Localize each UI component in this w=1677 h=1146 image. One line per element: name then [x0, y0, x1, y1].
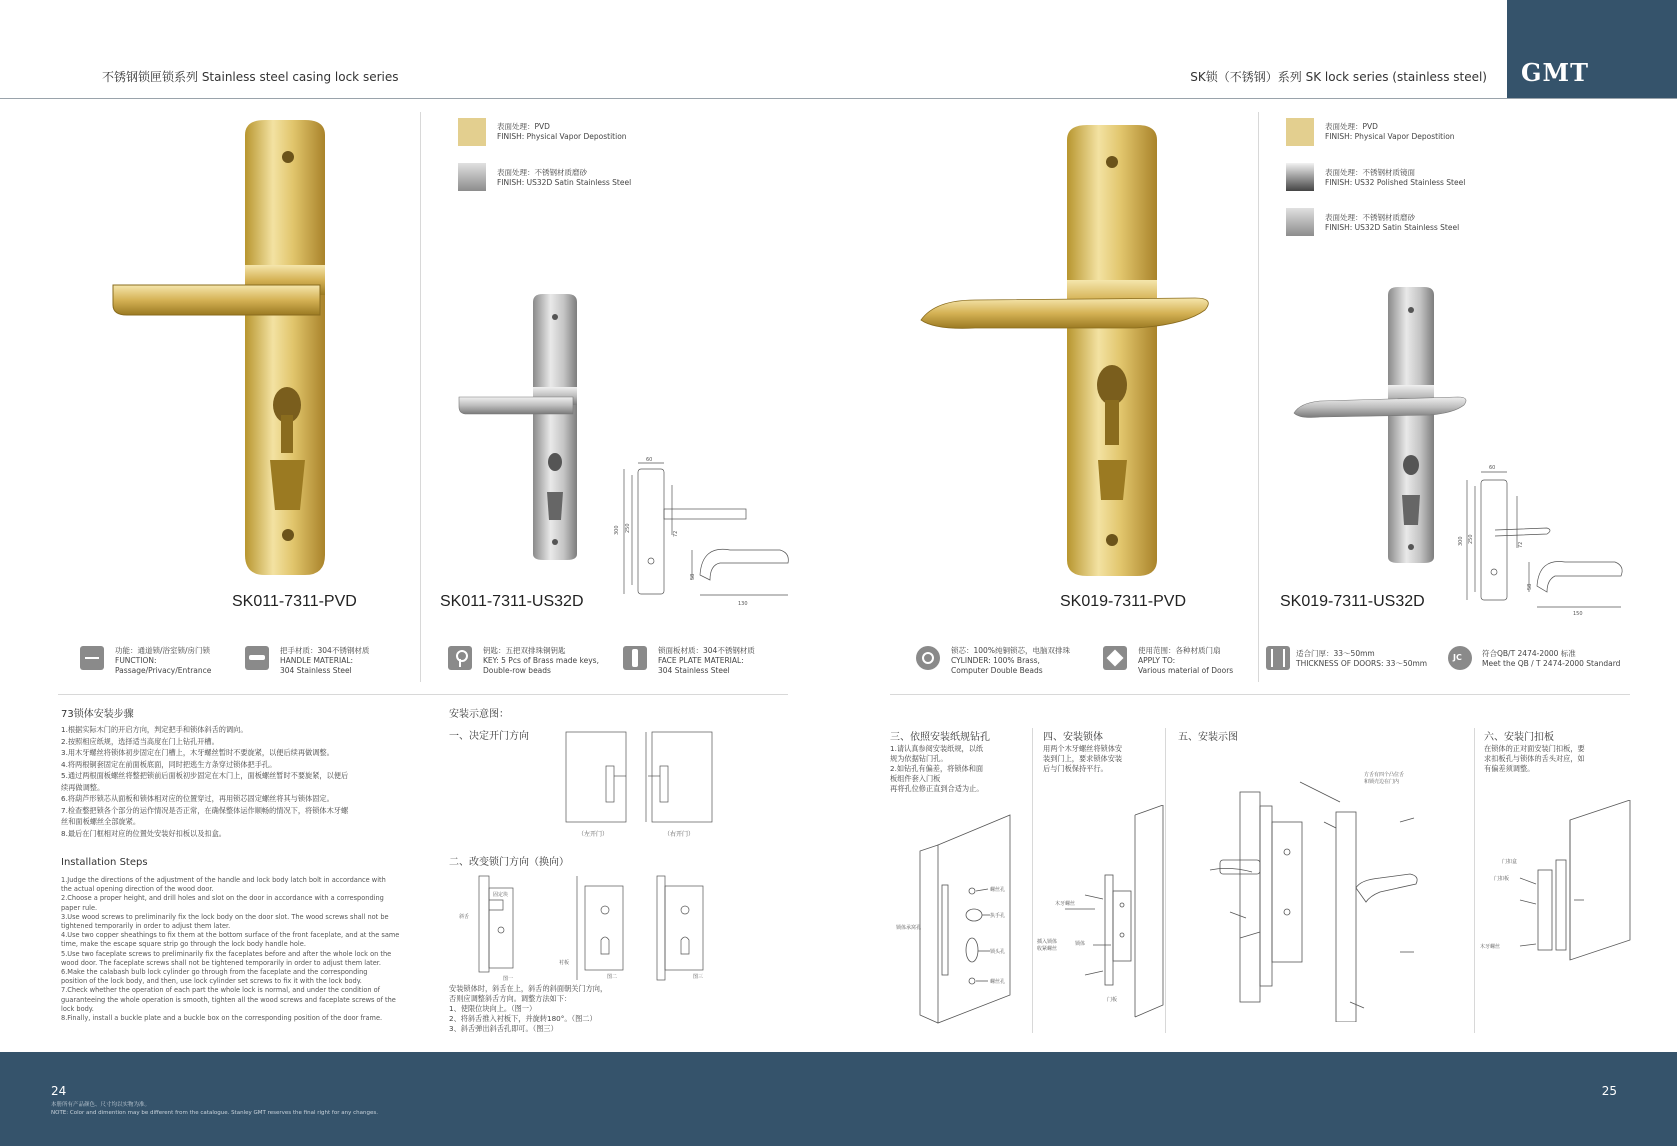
note-line: 否则应调整斜舌方向。调整方法如下： [449, 994, 572, 1003]
diagram-step1-title: 一、决定开门方向 [449, 731, 529, 742]
door-direction-diagram [560, 728, 720, 838]
diagram-label: 锁体 [1075, 941, 1086, 947]
diagram-label: 插入锁体 [1037, 939, 1058, 945]
finish-cn: 表面处理：不锈钢材质磨砂 [1325, 213, 1415, 222]
thickness-icon [1266, 646, 1290, 670]
footer-note-en: NOTE: Color and dimention may be different from the catalogue. Stanley GMT reserves the final right for any changes. [51, 1109, 378, 1116]
spec-en: Double-row beads [483, 666, 551, 675]
spec-en: FUNCTION: [115, 656, 157, 665]
step-line: position of the lock body, and then, use lock cylinder set screws to fix it with the lock body. [61, 977, 362, 986]
exploded-assembly-diagram [1200, 762, 1470, 1022]
diagram-step2-title: 二、改变锁门方向（换向） [449, 857, 569, 868]
fig-label: 斜舌 [459, 914, 470, 920]
faceplate-icon [623, 646, 647, 670]
step-line: 求扣板孔与锁体的舌头对应，如 [1484, 754, 1585, 763]
diagram-title: 安装示意图： [449, 709, 509, 720]
spec-cn: 使用范围：各种材质门扇 [1138, 646, 1221, 655]
note-line: 1、使限位块向上。（图一） [449, 1004, 537, 1013]
column-divider [1258, 112, 1259, 682]
header-divider [0, 98, 1677, 99]
finish-en: FINISH: Physical Vapor Depostition [1325, 132, 1455, 141]
step-line: 2.如钻孔有偏差，将锁体和面 [890, 764, 984, 773]
install-steps-title-en: Installation Steps [61, 857, 148, 868]
step-line: 装到门上，要求锁体安装 [1043, 754, 1123, 763]
handle-icon [245, 646, 269, 670]
finish-cn: 表面处理：不锈钢材质磨砂 [497, 168, 587, 177]
dim-h1: 300 [614, 525, 620, 535]
standard-icon: JC [1448, 646, 1472, 670]
note-line: 2、将斜舌推入衬板下，并旋转180°。（图二） [449, 1014, 597, 1023]
footer-note [51, 1102, 378, 1117]
right-page-title: SK锁（不锈钢）系列 SK lock series (stainless steel) [1190, 70, 1487, 84]
step-divider [1474, 728, 1475, 1033]
diagram-label: 螺丝孔 [990, 979, 1006, 985]
spec-en: 304 Stainless Steel [280, 666, 352, 675]
spec-cn: 把手材质：304不锈钢材质 [280, 646, 370, 655]
fig-label: 图三 [693, 974, 704, 980]
technical-drawing-sk019 [1455, 460, 1635, 615]
step-line: 3.用木牙螺丝将锁体初步固定在门槽上，木牙螺丝暂时不要旋紧，以便后续再做调整。 [61, 748, 334, 757]
finish-swatch-us32 [1286, 163, 1314, 191]
lock-image-sk011-pvd [105, 115, 365, 580]
diagram-label: 门扣板 [1494, 876, 1510, 882]
door-icon [1103, 646, 1127, 670]
column-divider [420, 112, 421, 682]
finish-swatch-us32d [458, 163, 486, 191]
step-line: 4.Use two copper sheathings to fix them at the bottom surface of the front faceplate, and at the same [61, 931, 400, 940]
footer-bar [0, 1052, 1677, 1146]
spec-cn: 锁面板材质：304不锈钢材质 [658, 646, 755, 655]
finish-label [1325, 168, 1465, 188]
fig-label: 固定块 [493, 892, 509, 898]
note-line: 3、斜舌弹出斜舌孔即可。（图三） [449, 1024, 558, 1033]
diagram-label: 和锁壳边在门内 [1364, 779, 1400, 785]
step-divider [1165, 728, 1166, 1033]
left-open-label: （左开门） [578, 831, 609, 838]
dim-width: 60 [646, 457, 653, 463]
step3-text [890, 744, 983, 794]
step-line: 7.检查整把锁各个部分的运作情况是否正常，在确保整体运作顺畅的情况下，将锁体木牙螺 [61, 805, 349, 815]
step-line: paper rule. [61, 903, 98, 912]
step-line: 6.Make the calabash bulb lock cylinder go through from the faceplate and the corresponding [61, 968, 368, 977]
step-line: 丝和面板螺丝全部旋紧。 [61, 817, 141, 826]
finish-en: FINISH: US32D Satin Stainless Steel [1325, 223, 1460, 232]
step4-title: 四、安装锁体 [1043, 732, 1103, 743]
finish-en: FINISH: US32 Polished Stainless Steel [1325, 178, 1466, 187]
step-line: 6.将葫芦形锁芯从面板和锁体相对应的位置穿过，再用锁芯固定螺丝将其与锁体固定。 [61, 794, 334, 803]
spec-cn: 适合门厚：33～50mm [1296, 649, 1375, 658]
fig-label: 图一 [503, 976, 514, 982]
spec-en: THICKNESS OF DOORS: 33～50mm [1296, 659, 1428, 668]
key-icon [448, 646, 472, 670]
finish-cn: 表面处理：PVD [497, 122, 550, 131]
dim-h3: 72 [673, 530, 679, 537]
lock-image-sk019-pvd [915, 120, 1235, 580]
finish-en: FINISH: US32D Satin Stainless Steel [497, 178, 632, 187]
fig-label: 图二 [607, 974, 618, 980]
step-line: 1.根据实际木门的开启方向，判定把手和锁体斜舌的调向。 [61, 725, 248, 734]
step-line: 用两个木牙螺丝将锁体安 [1043, 744, 1123, 753]
diagram-label: 方舌有四个凸位舌 [1364, 772, 1405, 778]
dim-lever-h: 58 [690, 573, 696, 580]
note-line: 安装锁体时，斜舌在上，斜舌的斜面朝关门方向， [449, 984, 608, 993]
page-number-right: 25 [1601, 1084, 1617, 1098]
install-steps-en [61, 876, 411, 1023]
step-line: 续再做调整。 [61, 782, 105, 792]
dim-h3: 72 [1518, 541, 1524, 548]
spec-en: KEY: 5 Pcs of Brass made keys, [483, 656, 599, 665]
step-line: 板组件套入门板 [890, 774, 941, 783]
step-line: 7.Check whether the operation of each part the whole lock is normal, and under the condition of [61, 986, 381, 995]
step6-text [1484, 744, 1585, 774]
step3-title: 三、依照安装纸规钻孔 [890, 732, 990, 743]
dim-h1: 300 [1458, 536, 1464, 546]
fig-label: 衬板 [559, 960, 570, 966]
finish-swatch-pvd [458, 118, 486, 146]
lock-image-sk011-us32d [455, 292, 595, 562]
finish-swatch-us32d [1286, 208, 1314, 236]
spec-cn: 符合QB/T 2474-2000 标准 [1482, 649, 1576, 658]
product-model-4: SK019-7311-US32D [1280, 593, 1425, 610]
spec-en: Passage/Privacy/Entrance [115, 666, 212, 675]
section-divider [890, 694, 1630, 695]
spec-en: HANDLE MATERIAL: [280, 656, 354, 665]
step-line: 5.通过两根面板螺丝将整把锁前后面板初步固定在木门上，面板螺丝暂时不要旋紧，以便后 [61, 771, 349, 780]
drilling-template-diagram [890, 805, 1030, 1025]
dim-h2: 250 [1468, 534, 1474, 544]
step-line: 规为依据钻门孔。 [890, 754, 948, 763]
product-model-1: SK011-7311-PVD [232, 593, 357, 610]
diagram-label: 门扣盒 [1502, 859, 1518, 865]
strike-plate-diagram [1480, 800, 1635, 1000]
step-line: 1.请认真参阅安装纸规，以纸 [890, 744, 984, 753]
step-line: the actual opening direction of the wood door. [61, 885, 214, 894]
step-line: 5.Use two faceplate screws to preliminarily fix the faceplates before and after the whole lock on the [61, 949, 392, 958]
diagram-label: 螺丝孔 [990, 887, 1006, 893]
diagram-label: 木牙螺丝 [1480, 944, 1501, 950]
left-page-title: 不锈钢锁匣锁系列 Stainless steel casing lock series [102, 70, 399, 84]
diagram-label: 锁体承窝孔 [896, 925, 922, 931]
step-divider [1032, 728, 1033, 1033]
finish-label [1325, 122, 1455, 142]
step-line: 2.按照相应纸规，选择适当高度在门上钻孔开槽。 [61, 736, 219, 746]
cylinder-icon [916, 646, 940, 670]
step-line: 4.将两根铜套固定在前面板底面，同时把逃生方条穿过锁体把手孔。 [61, 759, 277, 769]
spec-en: Computer Double Beads [951, 666, 1043, 675]
spec-en: 304 Stainless Steel [658, 666, 730, 675]
spec-en: FACE PLATE MATERIAL: [658, 656, 744, 665]
function-icon [80, 646, 104, 670]
finish-en: FINISH: Physical Vapor Depostition [497, 132, 627, 141]
step-line: 8.最后在门框相对应的位置处安装好扣板以及扣盒。 [61, 828, 226, 838]
latch-reverse-diagram [455, 870, 725, 985]
finish-swatch-pvd [1286, 118, 1314, 146]
technical-drawing-sk011 [610, 455, 800, 605]
diagram-label: 锁头孔 [990, 949, 1006, 955]
step-line: 后与门板保持平行。 [1043, 764, 1108, 773]
finish-cn: 表面处理：PVD [1325, 122, 1378, 131]
right-open-label: （右开门） [664, 831, 695, 838]
lock-image-sk019-us32d [1290, 285, 1470, 565]
spec-cn: 锁芯：100%纯铜锁芯，电脑双排珠 [951, 646, 1070, 655]
step-line: 1.Judge the directions of the adjustment of the handle and lock body latch bolt in accordance with [61, 876, 386, 884]
install-steps-cn [61, 724, 411, 839]
spec-en: APPLY TO: [1138, 656, 1176, 665]
diagram-label: 执手孔 [990, 913, 1006, 919]
step5-title: 五、安装示图 [1178, 732, 1238, 743]
lock-body-install-diagram [1035, 805, 1165, 1025]
step-line: 8.Finally, install a buckle plate and a buckle box on the corresponding position of the door frame. [61, 1014, 383, 1023]
step-line: 2.Choose a proper height, and drill holes and slot on the door in accordance with a corresponding [61, 894, 384, 903]
spec-cn: 钥匙：五把双排珠铜钥匙 [483, 646, 566, 655]
step-line: 3.Use wood screws to preliminarily fix the lock body on the door slot. The wood screws shall not be [61, 912, 389, 921]
finish-label [497, 122, 627, 142]
spec-en: Various material of Doors [1138, 666, 1234, 675]
spec-cn: 功能：通道锁/浴室锁/房门锁 [115, 646, 211, 655]
finish-label [497, 168, 631, 188]
step4-text [1043, 744, 1122, 774]
step-line: tightened temporarily in order to adjust them later. [61, 922, 231, 931]
spec-en: Meet the QB / T 2474-2000 Standard [1482, 659, 1621, 668]
install-steps-title-cn: 73锁体安装步骤 [61, 709, 134, 720]
footer-note-cn: 本册所有产品颜色、尺寸均以实物为准。 [51, 1102, 151, 1108]
diagram-label: 收紧螺丝 [1037, 946, 1058, 952]
step-line: 在锁体的正对面安装门扣板，要 [1484, 744, 1585, 753]
step6-title: 六、安装门扣板 [1484, 732, 1554, 743]
dim-lever-w: 150 [1573, 611, 1583, 615]
step-line: lock body. [61, 1004, 94, 1013]
spec-en: CYLINDER: 100% Brass, [951, 656, 1040, 665]
step-line: 有偏差须调整。 [1484, 764, 1535, 773]
diagram-label: 木牙螺丝 [1055, 901, 1076, 907]
dim-lever-h: 58 [1527, 583, 1533, 590]
dim-h2: 250 [625, 523, 631, 533]
dim-lever-w: 130 [738, 601, 748, 605]
diagram-label: 门板 [1107, 997, 1118, 1003]
product-model-2: SK011-7311-US32D [440, 593, 584, 610]
finish-cn: 表面处理：不锈钢材质镜面 [1325, 168, 1415, 177]
logo-block [1507, 0, 1677, 98]
section-divider [58, 694, 788, 695]
step-line: guaranteeing the whole operation is smooth, tighten all the wood screws and faceplate screws of the [61, 995, 396, 1004]
dim-width: 60 [1489, 465, 1496, 471]
product-model-3: SK019-7311-PVD [1060, 593, 1186, 610]
step-line: wood door. The faceplate screws shall not be tightened temporarily in order to adjust them later. [61, 958, 382, 967]
latch-reverse-notes [449, 984, 769, 1034]
brand-logo: GMT [1521, 58, 1589, 87]
step-line: time, make the escape square strip go through the lock body handle hole. [61, 940, 306, 949]
step-line: 再将孔位修正直到合适为止。 [890, 784, 984, 793]
finish-label [1325, 213, 1459, 233]
page-number-left: 24 [51, 1084, 67, 1098]
